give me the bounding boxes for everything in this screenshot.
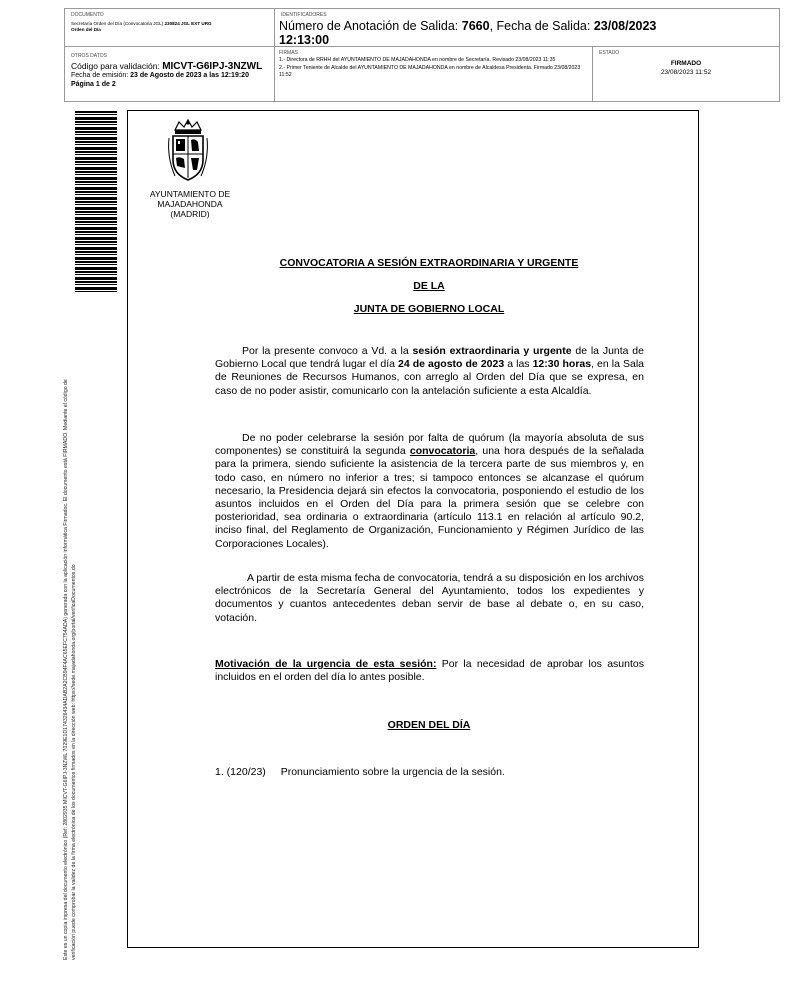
p1-text-c: de la Junta de Gobierno Local que tendrá lugar el día (215, 345, 644, 371)
p1-sesion-bold: sesión extraordinaria y urgente (412, 345, 572, 357)
motivacion-label: Motivación de la urgencia de esta sesión: (215, 658, 437, 670)
orden-item-number: 1. (120/23) (215, 766, 266, 778)
documento-subtype: Orden del Día (71, 27, 101, 32)
estado-date: 23/08/2023 11:52 (660, 69, 712, 76)
coat-of-arms-icon (165, 118, 211, 184)
estado-value: FIRMADO (670, 60, 702, 67)
p2-convocatoria-underlined: convocatoria (409, 445, 476, 458)
paragraph-quorum (215, 432, 644, 551)
documento-type: Secretaría Orden del Día (Convocatoria JGL) (71, 21, 164, 26)
otros-datos-label: OTROS DATOS (71, 53, 107, 59)
p1-time-bold: 12:30 horas (532, 358, 592, 371)
anotacion-number: 7660 (461, 19, 490, 33)
p2-text-a: De no poder celebrarse la sesión por falta de quórum (la mayoría absoluta de sus componentes) se constituirá la segunda (215, 432, 644, 458)
paragraph-disposicion: A partir de esta misma fecha de convocatoria, tendrá a su disposición en los archivos electrónicos de la Secretaría General del Ayuntamiento, todos los expedientes y documentos y cuantos antecedentes deban servir de base al debate o, en su caso, votación. (215, 572, 644, 624)
side-text-line-1: Este es un copia impresa del documento electrónico (Ref: 2802935 MICVT-G6IPJ-3NZWL 7029E1D174326434ADAB2A2CB94F4AC65EFC754ADA) generada con la aplicación informática Firmadoc. El documento está FIRMADO. Mediante el código de (63, 379, 69, 960)
estado-cell (593, 47, 779, 101)
p1-date-bold: 24 de agosto de 2023 (398, 358, 505, 371)
paragraph-motivacion (215, 658, 644, 684)
anotacion-time: 12:13:00 (279, 33, 330, 47)
title-line-3: JUNTA DE GOBIERNO LOCAL (353, 303, 505, 315)
verification-side-text (62, 300, 78, 960)
firmas-cell (275, 47, 593, 101)
documento-label: DOCUMENTO (71, 12, 104, 18)
fecha-value: 23 de Agosto de 2023 a las 12:19:20 (130, 72, 249, 79)
identificadores-label: IDENTIFICADORES (281, 12, 327, 18)
p1-text-a: Por la presente convoco a Vd. a la (242, 345, 413, 357)
codigo-value: MICVT-G6IPJ-3NZWL (162, 61, 263, 72)
orden-del-dia-title: ORDEN DEL DÍA (387, 719, 471, 731)
ayuntamiento-label (130, 189, 250, 219)
paragraph-convocatoria (215, 345, 644, 398)
firma-1: 1.- Directora de RRHH del AYUNTAMIENTO DE MAJADAHONDA en nombre de Secretaría. Revisado 23/08/2023 11:35 (279, 57, 556, 63)
anotacion-prefix: Número de Anotación de Salida: (279, 19, 462, 33)
title-line-1: CONVOCATORIA A SESIÓN EXTRAORDINARIA Y URGENTE (279, 257, 579, 269)
p2-text-c: , una hora después de la señalada para la primera, siendo suficiente la asistencia de la tercera parte de sus miembros y, en todo caso, en número no inferior a tres; si tampoco entonces se alcanzase el quórum necesario, la Presidencia dejará sin efectos la convocatoria, posponiendo el estudio de los asuntos incluidos en el Orden del Día para la primera sesión que se celebre con posterioridad, sea ordinaria o extraordinaria (artículo 113.1 en relación al artículo 90.2, inciso final, del Reglamento de Organización, Funcionamiento y Régimen Jurídico de las Corporaciones Locales). (215, 445, 645, 550)
documento-code: 230824 JGL EXT URG (164, 21, 212, 26)
title-line-2: DE LA (413, 280, 445, 292)
orden-item-text: Pronunciamiento sobre la urgencia de la sesión. (280, 766, 505, 778)
firma-2: 2.- Primer Teniente de Alcalde del AYUNTAMIENTO DE MAJADAHONDA en nombre de Alcaldesa Presidenta. Firmado 23/08/2023 11:52 (279, 65, 581, 78)
anotacion-middle: , Fecha de Salida: (489, 19, 594, 33)
ayuntamiento-line-3: (MADRID) (170, 209, 210, 219)
orden-item (215, 766, 644, 779)
pagina-text: Página 1 de 2 (71, 81, 116, 88)
documento-cell (65, 9, 275, 47)
anotacion-date: 23/08/2023 (593, 19, 657, 33)
otros-datos-cell (65, 47, 275, 101)
firmas-label: FIRMAS (279, 50, 298, 56)
p1-text-g: , en la Sala de Reuniones de Recursos Humanos, con arreglo al Orden del Día que se expresa, en caso de no poder asistir, comunicarlo con la antelación suficiente a esta Alcaldía. (215, 358, 645, 397)
codigo-label: Código para validación: (71, 61, 163, 71)
estado-label: ESTADO (599, 50, 620, 56)
ayuntamiento-line-1: AYUNTAMIENTO DE (149, 189, 231, 199)
fecha-label: Fecha de emisión: (71, 72, 131, 79)
motivacion-text: Por la necesidad de aprobar los asuntos incluidos en el orden del día lo antes posible. (215, 658, 644, 684)
p1-text-e: a las (504, 358, 533, 371)
ayuntamiento-line-2: MAJADAHONDA (157, 199, 223, 209)
barcode (75, 111, 117, 292)
document-header (64, 8, 780, 102)
identificadores-cell (275, 9, 779, 47)
anotacion-text (279, 19, 779, 47)
side-text-line-2: verificación puede comprobar la validez de la firma electrónica de los documentos firmados en la dirección web: https://sede.majadahonda.org/portal/verificaDocumentos.do (71, 564, 77, 960)
